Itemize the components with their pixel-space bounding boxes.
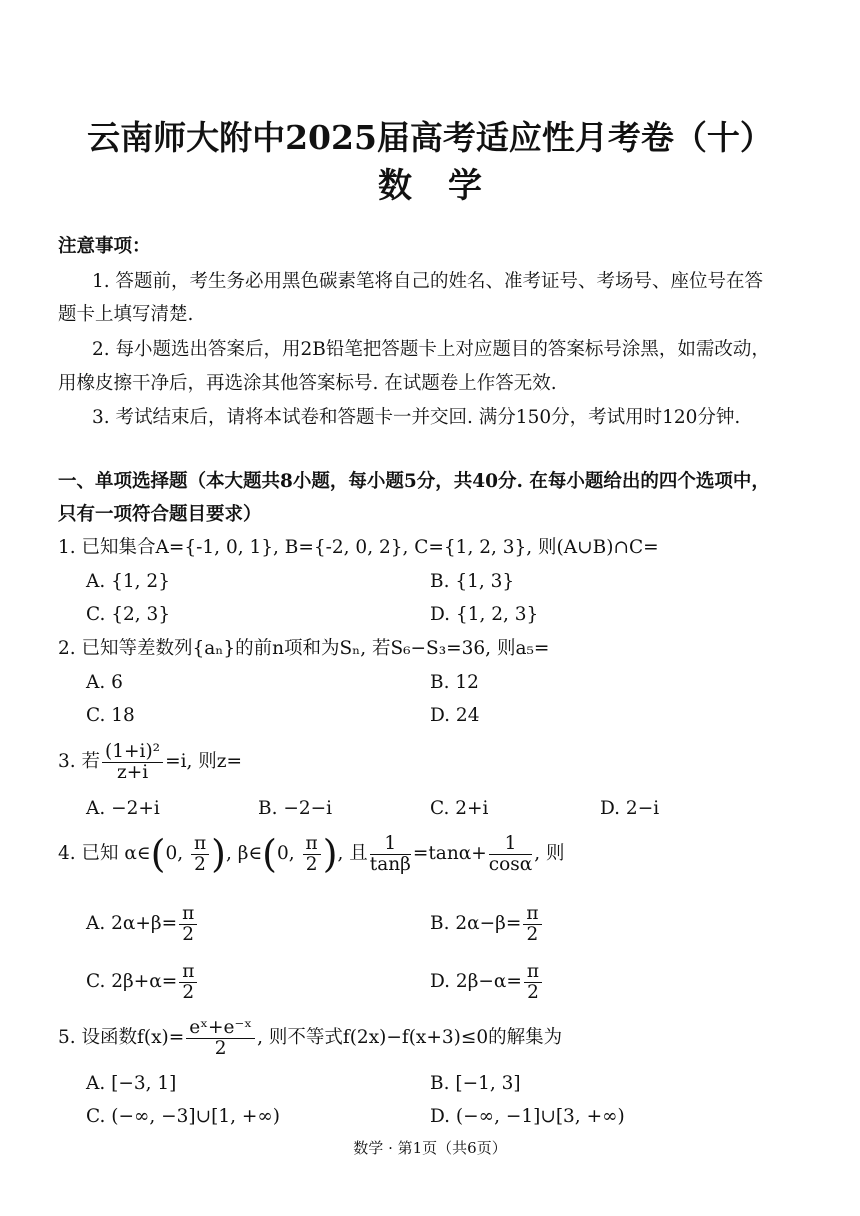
q4-stem: 4. 已知 α∈(0, $\frac{\pi}{2}$ ), β∈(0, $\frac{\pi}{2}$ ), 且 $\frac{1}{\tan\beta}$ =tanα+ $\frac{1}{\cos\alpha}$ , 则 <box>58 832 565 876</box>
note-2b: 用橡皮擦干净后，再选涂其他答案标号. 在试题卷上作答无效. <box>58 373 557 394</box>
q3-stem: 3. 若 $\frac{\text{(1+i)²}}{z+i}$ =i, 则z= <box>58 740 243 783</box>
exam-title: 云南师大附中2025届高考适应性月考卷（十） <box>87 118 773 157</box>
q3-option-a: A. −2+i <box>86 798 160 819</box>
q4-option-c: C. 2β+α= $\frac{\pi}{2}$ <box>86 960 199 1004</box>
q1-stem: 1. 已知集合A={-1, 0, 1}, B={-2, 0, 2}, C={1, 2, 3}, 则(A∪B)∩C= <box>58 537 659 558</box>
q1-option-a: A. {1, 2} <box>86 571 170 592</box>
note-1a: 1. 答题前，考生务必用黑色碳素笔将自己的姓名、准考证号、考场号、座位号在答 <box>92 271 764 292</box>
section-heading-a: 一、单项选择题（本大题共8小题，每小题5分，共40分. 在每小题给出的四个选项中， <box>58 471 770 492</box>
page-footer: 数学 · 第1页（共6页） <box>353 1139 507 1157</box>
q3-option-c: C. 2+i <box>430 798 489 819</box>
q4-option-b: B. 2α−β= $\frac{\pi}{2}$ <box>430 902 544 946</box>
q2-option-a: A. 6 <box>86 672 123 693</box>
q3-option-b: B. −2−i <box>258 798 333 819</box>
q5-stem: 5. 设函数f(x)= $\frac{\text{eˣ+e⁻ˣ}}{2}$ , 则不等式f(2x)−f(x+3)≤0的解集为 <box>58 1016 563 1059</box>
q5-fraction: $\frac{\text{eˣ+e⁻ˣ}}{2}$ <box>186 1018 255 1059</box>
q4-option-a: A. 2α+β= $\frac{\pi}{2}$ <box>86 902 199 946</box>
q1-option-b: B. {1, 3} <box>430 571 515 592</box>
q2-option-c: C. 18 <box>86 705 135 726</box>
note-3: 3. 考试结束后，请将本试卷和答题卡一并交回. 满分150分，考试用时120分钟. <box>92 407 741 428</box>
q2-stem: 2. 已知等差数列{aₙ}的前n项和为Sₙ, 若S₆−S₃=36, 则a₅= <box>58 638 550 659</box>
q5-option-d: D. (−∞, −1]∪[3, +∞) <box>430 1106 625 1127</box>
q1-option-d: D. {1, 2, 3} <box>430 604 539 625</box>
notes-heading: 注意事项： <box>58 236 151 257</box>
q2-option-b: B. 12 <box>430 672 479 693</box>
q3-option-d: D. 2−i <box>600 798 660 819</box>
q5-option-a: A. [−3, 1] <box>86 1073 177 1094</box>
note-1b: 题卡上填写清楚. <box>58 304 194 325</box>
q2-option-d: D. 24 <box>430 705 480 726</box>
q4-option-d: D. 2β−α= $\frac{\pi}{2}$ <box>430 960 544 1004</box>
q5-option-b: B. [−1, 3] <box>430 1073 521 1094</box>
q3-fraction: $\frac{\text{(1+i)²}}{z+i}$ <box>102 742 163 783</box>
q5-option-c: C. (−∞, −3]∪[1, +∞) <box>86 1106 281 1127</box>
subject-title: 数学 <box>378 166 518 206</box>
note-2a: 2. 每小题选出答案后，用2B铅笔把答题卡上对应题目的答案标号涂黑，如需改动， <box>92 339 770 360</box>
section-heading-b: 只有一项符合题目要求） <box>58 504 262 525</box>
q1-option-c: C. {2, 3} <box>86 604 171 625</box>
